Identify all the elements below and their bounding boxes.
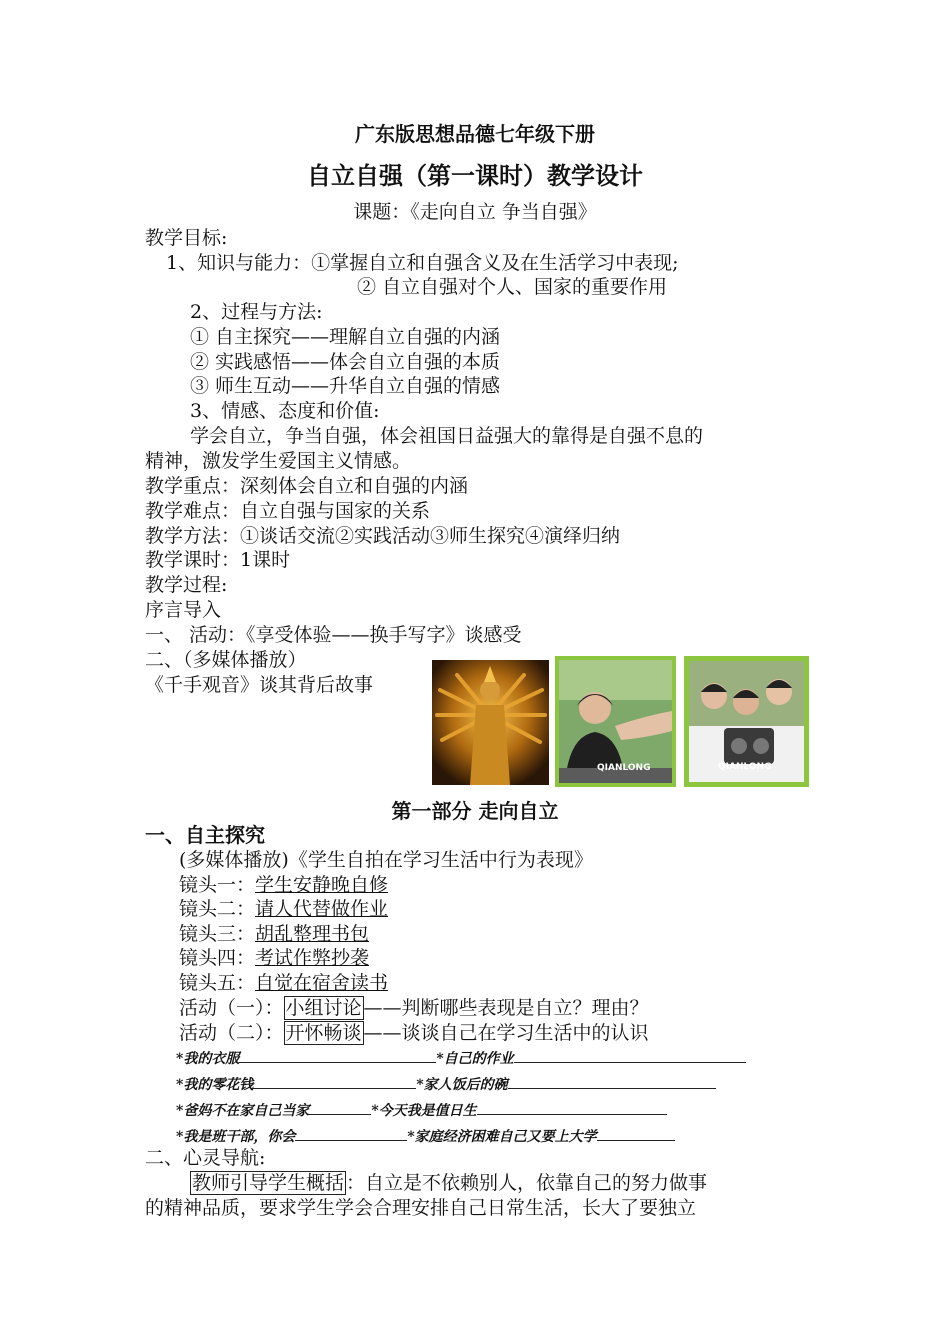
fill-blank bbox=[508, 1073, 716, 1089]
worksheet-item: *爸妈不在家自己当家 bbox=[176, 1103, 310, 1119]
activity-group-discussion bbox=[179, 996, 649, 1020]
media-playback: (多媒体播放)《学生自拍在学习生活中行为表现》 bbox=[179, 849, 593, 871]
emotion-text-1: 学会自立，争当自强，体会祖国日益强大的靠得是自强不息的 bbox=[190, 425, 704, 447]
doc-subtitle: 广东版思想品德七年级下册 bbox=[355, 122, 595, 146]
fill-blank bbox=[253, 1073, 416, 1089]
shot-label: 镜头三： bbox=[179, 923, 256, 945]
shot-text: 自觉在宿舍读书 bbox=[255, 972, 389, 994]
fill-blank bbox=[239, 1047, 436, 1063]
shot-text: 学生安静晚自修 bbox=[255, 874, 389, 896]
guide-text-2: 的精神品质，要求学生学会合理安排自己日常生活，长大了要独立 bbox=[145, 1197, 697, 1219]
fill-blank bbox=[597, 1125, 675, 1141]
teacher-guide-box: 教师引导学生概括 bbox=[192, 1172, 345, 1194]
teaching-method: 教学方法：①谈话交流②实践活动③师生探究④演绎归纳 bbox=[145, 525, 621, 547]
activity-desc: ——谈谈自己在学习生活中的认识 bbox=[363, 1022, 649, 1044]
fill-blank bbox=[309, 1099, 371, 1115]
guide-desc: ：自立是不依赖别人，依靠自己的努力做事 bbox=[346, 1172, 708, 1194]
activity-2: 二、（多媒体播放） bbox=[145, 649, 307, 671]
watermark-1: QIANLONG bbox=[597, 763, 651, 773]
shot-label: 镜头五： bbox=[179, 972, 256, 994]
students-photo-1 bbox=[555, 656, 676, 787]
worksheet-row-1 bbox=[176, 1047, 746, 1071]
dancer-photo bbox=[432, 660, 549, 785]
open-talk-box: 开怀畅谈 bbox=[285, 1022, 362, 1044]
shot-5 bbox=[179, 971, 388, 995]
story-text: 《千手观音》谈其背后故事 bbox=[145, 674, 374, 696]
worksheet-row-2 bbox=[176, 1073, 716, 1097]
activity-label: 活动（一）： bbox=[179, 997, 284, 1019]
process-item-3: ③ 师生互动——升华自立自强的情感 bbox=[190, 375, 501, 397]
shot-text: 考试作弊抄袭 bbox=[255, 947, 370, 969]
worksheet-row-3 bbox=[176, 1099, 667, 1123]
section-1-heading: 一、自主探究 bbox=[145, 823, 265, 847]
worksheet-item: *我的零花钱 bbox=[176, 1077, 254, 1093]
difficulty: 教学难点：自立自强与国家的关系 bbox=[145, 500, 431, 522]
process-heading: 2、过程与方法: bbox=[190, 301, 323, 323]
group-discussion-box: 小组讨论 bbox=[285, 997, 362, 1019]
shot-1 bbox=[179, 873, 388, 897]
part1-heading: 第一部分 走向自立 bbox=[391, 799, 559, 823]
objective-knowledge-2: ② 自立自强对个人、国家的重要作用 bbox=[357, 276, 668, 298]
class-hours: 教学课时：1课时 bbox=[145, 549, 291, 571]
teaching-process: 教学过程: bbox=[145, 574, 228, 596]
shot-text: 请人代替做作业 bbox=[255, 898, 389, 920]
activity-desc: ——判断哪些表现是自立？理由？ bbox=[363, 997, 649, 1019]
shot-label: 镜头二： bbox=[179, 898, 256, 920]
process-item-2: ② 实践感悟——体会自立自强的本质 bbox=[190, 351, 501, 373]
activity-1: 一、 活动：《享受体验——换手写字》谈感受 bbox=[145, 624, 522, 646]
doc-title: 自立自强（第一课时）教学设计 bbox=[307, 162, 643, 190]
shot-2 bbox=[179, 897, 388, 921]
objectives-heading: 教学目标: bbox=[145, 227, 228, 249]
intro-heading: 序言导入 bbox=[145, 599, 222, 621]
worksheet-item: *家庭经济困难自己又要上大学 bbox=[407, 1129, 597, 1145]
students-photo-2 bbox=[684, 656, 809, 787]
activity-label: 活动（二）： bbox=[179, 1022, 284, 1044]
fill-blank bbox=[514, 1047, 746, 1063]
key-point: 教学重点：深刻体会自立和自强的内涵 bbox=[145, 475, 469, 497]
shot-text: 胡乱整理书包 bbox=[255, 923, 370, 945]
shot-3 bbox=[179, 922, 369, 946]
emotion-text-2: 精神，激发学生爱国主义情感。 bbox=[145, 450, 412, 472]
watermark-2: QIANLONG bbox=[718, 762, 772, 772]
objective-knowledge-1: 1、知识与能力：①掌握自立和自强含义及在生活学习中表现; bbox=[166, 252, 679, 274]
fill-blank bbox=[477, 1099, 667, 1115]
worksheet-item: *自己的作业 bbox=[436, 1051, 514, 1067]
process-item-1: ① 自主探究——理解自立自强的内涵 bbox=[190, 326, 501, 348]
shot-4 bbox=[179, 946, 369, 970]
shot-label: 镜头四： bbox=[179, 947, 256, 969]
emotion-heading: 3、情感、态度和价值: bbox=[190, 400, 380, 422]
fill-blank bbox=[295, 1125, 407, 1141]
worksheet-item: *我是班干部，你会 bbox=[176, 1129, 296, 1145]
section-2-heading: 二、心灵导航: bbox=[145, 1147, 266, 1169]
worksheet-item: *家人饭后的碗 bbox=[416, 1077, 508, 1093]
lesson-topic: 课题：《走向自立 争当自强》 bbox=[353, 201, 597, 223]
guide-text-1 bbox=[190, 1171, 707, 1195]
shot-label: 镜头一： bbox=[179, 874, 256, 896]
activity-open-talk bbox=[179, 1021, 649, 1045]
worksheet-item: *我的衣服 bbox=[176, 1051, 240, 1067]
worksheet-item: *今天我是值日生 bbox=[371, 1103, 477, 1119]
